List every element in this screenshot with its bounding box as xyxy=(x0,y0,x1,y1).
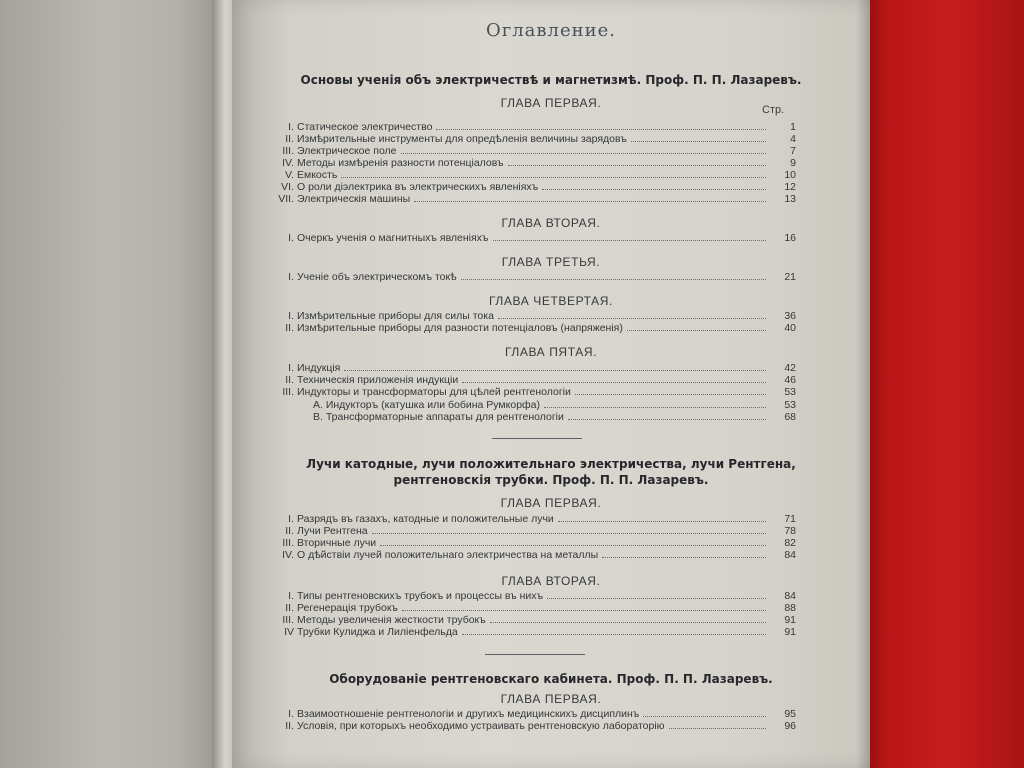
chapter-heading: ГЛАВА ТРЕТЬЯ. xyxy=(501,255,601,269)
chapter-heading: ГЛАВА ПЕРВАЯ. xyxy=(500,96,602,110)
chapter-heading: ГЛАВА ЧЕТВЕРТАЯ. xyxy=(489,294,613,308)
toc-entry: VII. Электрическія машины 13 xyxy=(278,193,796,205)
red-cloth-background xyxy=(855,0,1024,768)
toc-entry: II. Измѣрительные инструменты для опредѣленія величины зарядовъ 4 xyxy=(285,133,796,145)
chapter-heading: ГЛАВА ВТОРАЯ. xyxy=(501,574,601,588)
toc-entry: I. Очеркъ ученія о магнитныхъ явленіяхъ 16 xyxy=(288,232,796,244)
toc-entry: I. Ученіе объ электрическомъ токѣ 21 xyxy=(288,271,796,283)
section-heading-2-line1: Лучи катодные, лучи положительнаго электричества, лучи Рентгена, xyxy=(306,457,796,471)
toc-entry: II. Регенерація трубокъ 88 xyxy=(285,602,796,614)
toc-title: Оглавление. xyxy=(486,20,616,41)
toc-entry: I. Статическое электричество 1 xyxy=(288,121,796,133)
toc-entry: I. Индукція 42 xyxy=(288,362,796,374)
section-heading-1: Основы ученія объ электричествѣ и магнетизмѣ. Проф. П. П. Лазаревъ. xyxy=(300,73,802,87)
page-column-header: Стр. xyxy=(762,104,785,116)
chapter-heading: ГЛАВА ПЯТАЯ. xyxy=(504,345,598,359)
toc-entry: III. Электрическое поле 7 xyxy=(282,145,796,157)
toc-entry: II. Измѣрительные приборы для разности потенціаловъ (напряженія) 40 xyxy=(285,322,796,334)
section-divider xyxy=(485,654,585,655)
section-heading-3: Оборудованіе рентгеновскаго кабинета. Проф. П. П. Лазаревъ. xyxy=(329,672,773,686)
chapter-heading: ГЛАВА ВТОРАЯ. xyxy=(501,216,601,230)
toc-entry: II. Лучи Рентгена 78 xyxy=(285,525,796,537)
toc-entry: V. Емкость 10 xyxy=(285,169,796,181)
toc-entry: IV. Методы измѣренія разности потенціаловъ 9 xyxy=(282,157,796,169)
toc-entry: III. Методы увеличенія жесткости трубокъ 91 xyxy=(282,614,796,626)
toc-entry: III. Индукторы и трансформаторы для цѣлей рентгенологіи 53 xyxy=(282,386,796,398)
toc-subentry: В. Трансформаторные аппараты для рентгенологіи 68 xyxy=(313,411,796,423)
section-heading-2-line2: рентгеновскія трубки. Проф. П. П. Лазаревъ. xyxy=(393,473,709,487)
toc-entry: II. Условія, при которыхъ необходимо устраивать рентгеновскую лабораторію 96 xyxy=(285,720,796,732)
toc-subentry: А. Индукторъ (катушка или бобина Румкорфа) 53 xyxy=(313,399,796,411)
toc-entry: I. Типы рентгеновскихъ трубокъ и процессы въ нихъ 84 xyxy=(288,590,796,602)
toc-entry: IV. О дѣйствіи лучей положительнаго электричества на металлы 84 xyxy=(282,549,796,561)
toc-entry: I. Взаимоотношеніе рентгенологіи и другихъ медицинскихъ дисциплинъ 95 xyxy=(288,708,796,720)
toc-entry: II. Техническія приложенія индукціи 46 xyxy=(285,374,796,386)
left-page xyxy=(0,0,235,768)
toc-entry: VI. О роли діэлектрика въ электрическихъ явленіяхъ 12 xyxy=(281,181,796,193)
chapter-heading: ГЛАВА ПЕРВАЯ. xyxy=(500,692,602,706)
toc-entry: I. Измѣрительные приборы для силы тока 36 xyxy=(288,310,796,322)
section-divider xyxy=(492,438,582,439)
chapter-heading: ГЛАВА ПЕРВАЯ. xyxy=(500,496,602,510)
toc-entry: III. Вторичные лучи 82 xyxy=(282,537,796,549)
toc-entry: I. Разрядъ въ газахъ, катодные и положительные лучи 71 xyxy=(288,513,796,525)
toc-entry: IV Трубки Кулиджа и Лиліенфельда 91 xyxy=(284,626,796,638)
